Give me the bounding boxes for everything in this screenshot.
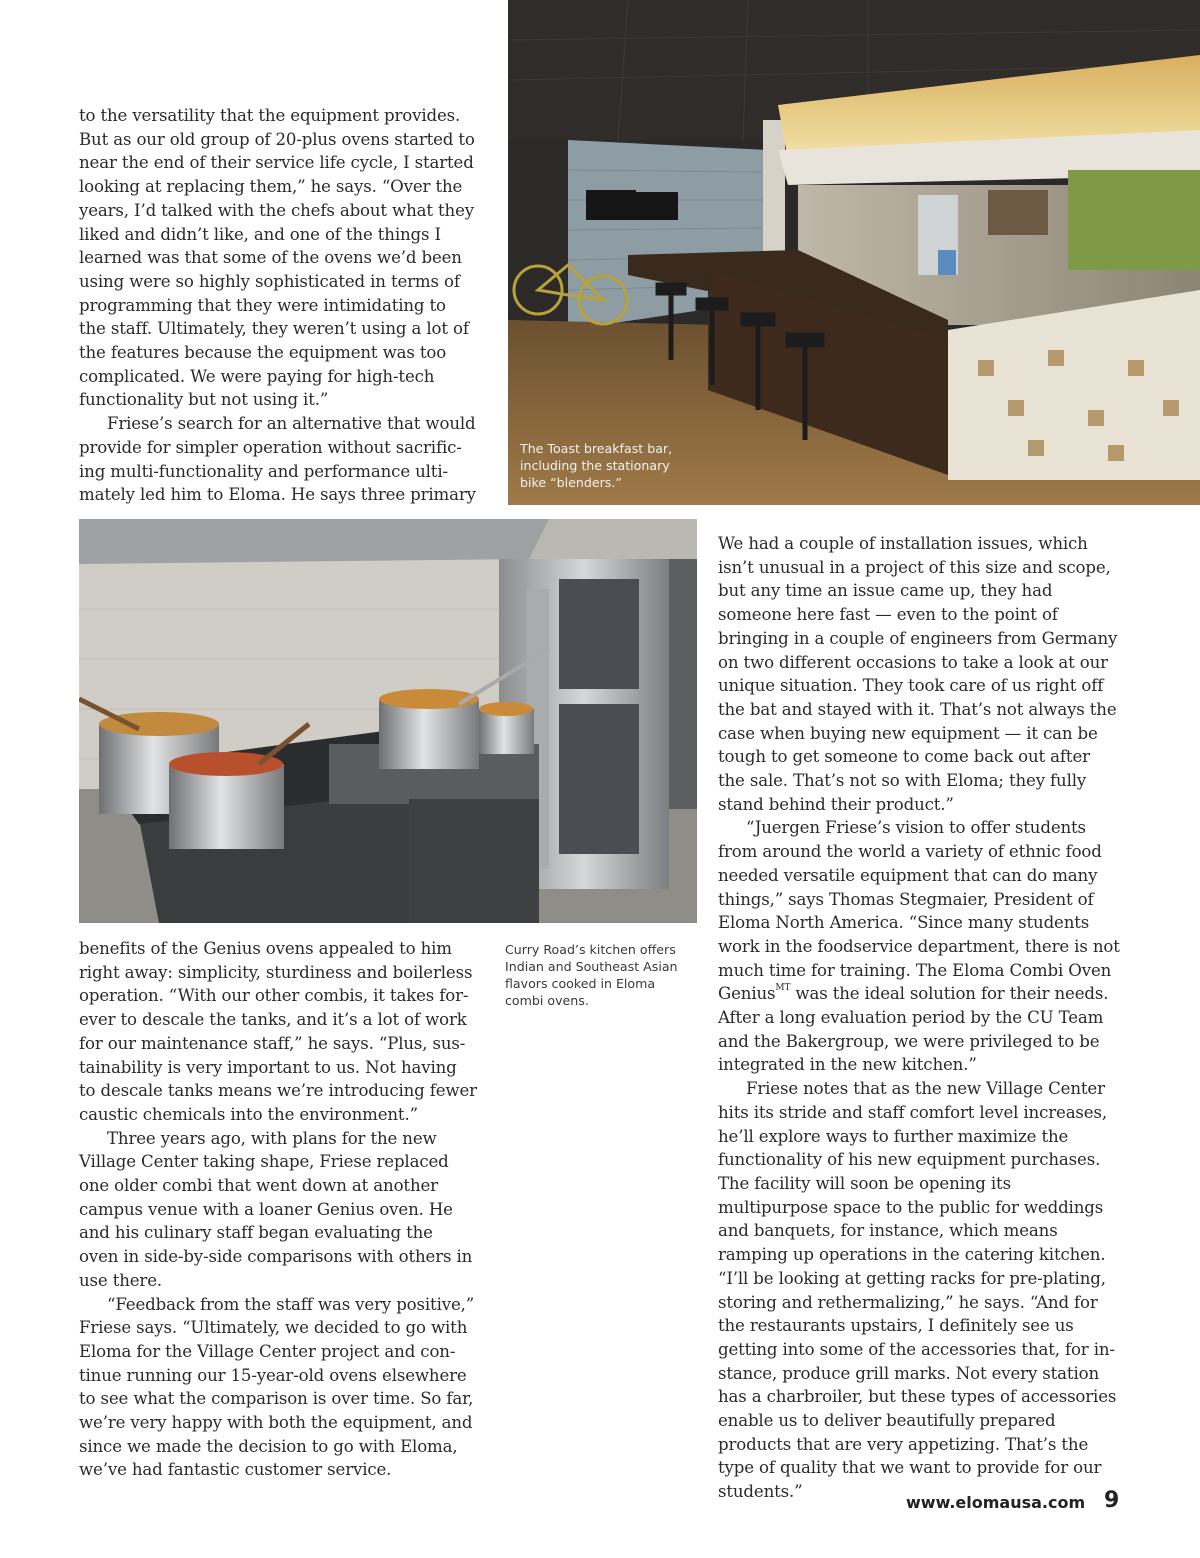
paragraph: benefits of the Genius ovens appealed to him right away: simplicity, sturdiness and boilerless operation. “With our other combis, it takes forever to descale the tanks, and it’s a lot of work for our maintenance staff,” he says. “Plus, sustainability is very important to us. Not having to descale tanks means we’re introducing fewer caustic chemicals into the environment.” xyxy=(79,939,477,1124)
paragraph: Friese notes that as the new Village Center hits its stride and staff comfort level increases, he’ll explore ways to further maximize the functionality of his new equipment purchases. The facility will soon be opening its multipurpose space to the public for weddings and banquets, for instance, which means ramping up operations in the catering kitchen. “I’ll be looking at getting racks for pre-plating, storing and rethermalizing,” he says. “And for the restaurants upstairs, I definitely see us getting into some of the accessories that, for instance, produce grill marks. Not every station has a charbroiler, but these types of accessories enable us to deliver beautifully prepared products that are very appetizing. That’s the type of quality that we want to provide for our students.” xyxy=(718,1079,1117,1502)
paragraph: to the versatility that the equipment provides. But as our old group of 20-plus ovens started to near the end of their service life cycle, I started looking at replacing them,” he says. “Over the years, I’d talked with the chefs about what they liked and didn’t like, and one of the things I learned was that some of the ovens we’d been using were so highly sophisticated in terms of programming that they were intimidating to the staff. Ultimately, they weren’t using a lot of the features because the equipment was too complicated. We were paying for high-tech functionality but not using it.” xyxy=(79,106,475,410)
text-span: was the ideal solution for their needs. After a long evaluation period by the CU Team and the Bakergroup, we were privileged to be integrated in the new kitchen.” xyxy=(718,984,1109,1075)
paragraph: “Feedback from the staff was very positive,” Friese says. “Ultimately, we decided to go with Eloma for the Village Center project and continue running our 15-year-old ovens elsewhere to see what the comparison is over time. So far, we’re very happy with both the equipment, and since we made the decision to go with Eloma, we’ve had fantastic customer service. xyxy=(79,1294,475,1480)
trademark-superscript: MT xyxy=(775,983,791,994)
page-number: 9 xyxy=(1104,1488,1120,1513)
toast-bar-caption: The Toast breakfast bar, including the stationary bike “blenders.” xyxy=(520,441,673,490)
article-column-left-bottom xyxy=(79,937,477,1482)
paragraph: Three years ago, with plans for the new Village Center taking shape, Friese replaced one older combi that went down at another campus venue with a loaner Genius oven. He and his culinary staff began evaluating the oven in side-by-side comparisons with others in use there. xyxy=(79,1128,473,1290)
paragraph: Friese’s search for an alternative that would provide for simpler operation without sacrificing multi-functionality and performance ultimately led him to Eloma. He says three primary xyxy=(79,414,476,505)
text-span: “Juergen Friese’s vision to offer students from around the world a variety of ethnic food needed versatile equipment that can do many things,” says Thomas Stegmaier, President of Eloma North America. “Since many students work in the foodservice department, there is not much time for training. The Eloma Combi Oven Genius xyxy=(718,818,1120,1004)
curry-road-caption: Curry Road’s kitchen offers Indian and Southeast Asian flavors cooked in Eloma combi ovens. xyxy=(505,942,678,1008)
paragraph: We had a couple of installation issues, which isn’t unusual in a project of this size and scope, but any time an issue came up, they had someone here fast — even to the point of bringing in a couple of engineers from Germany on two different occasions to take a look at our unique situation. They took care of us right off the bat and stayed with it. That’s not always the case when buying new equipment — it can be tough to get someone to come back out after the sale. That’s not so with Eloma; they fully stand behind their product.” xyxy=(718,534,1118,814)
toast-bar-photo xyxy=(508,0,1200,505)
article-column-right xyxy=(718,532,1120,1504)
website-link[interactable]: www.elomausa.com xyxy=(906,1493,1086,1512)
curry-road-kitchen-photo xyxy=(79,519,697,923)
paragraph xyxy=(718,816,1120,1077)
article-column-left-top xyxy=(79,104,477,507)
